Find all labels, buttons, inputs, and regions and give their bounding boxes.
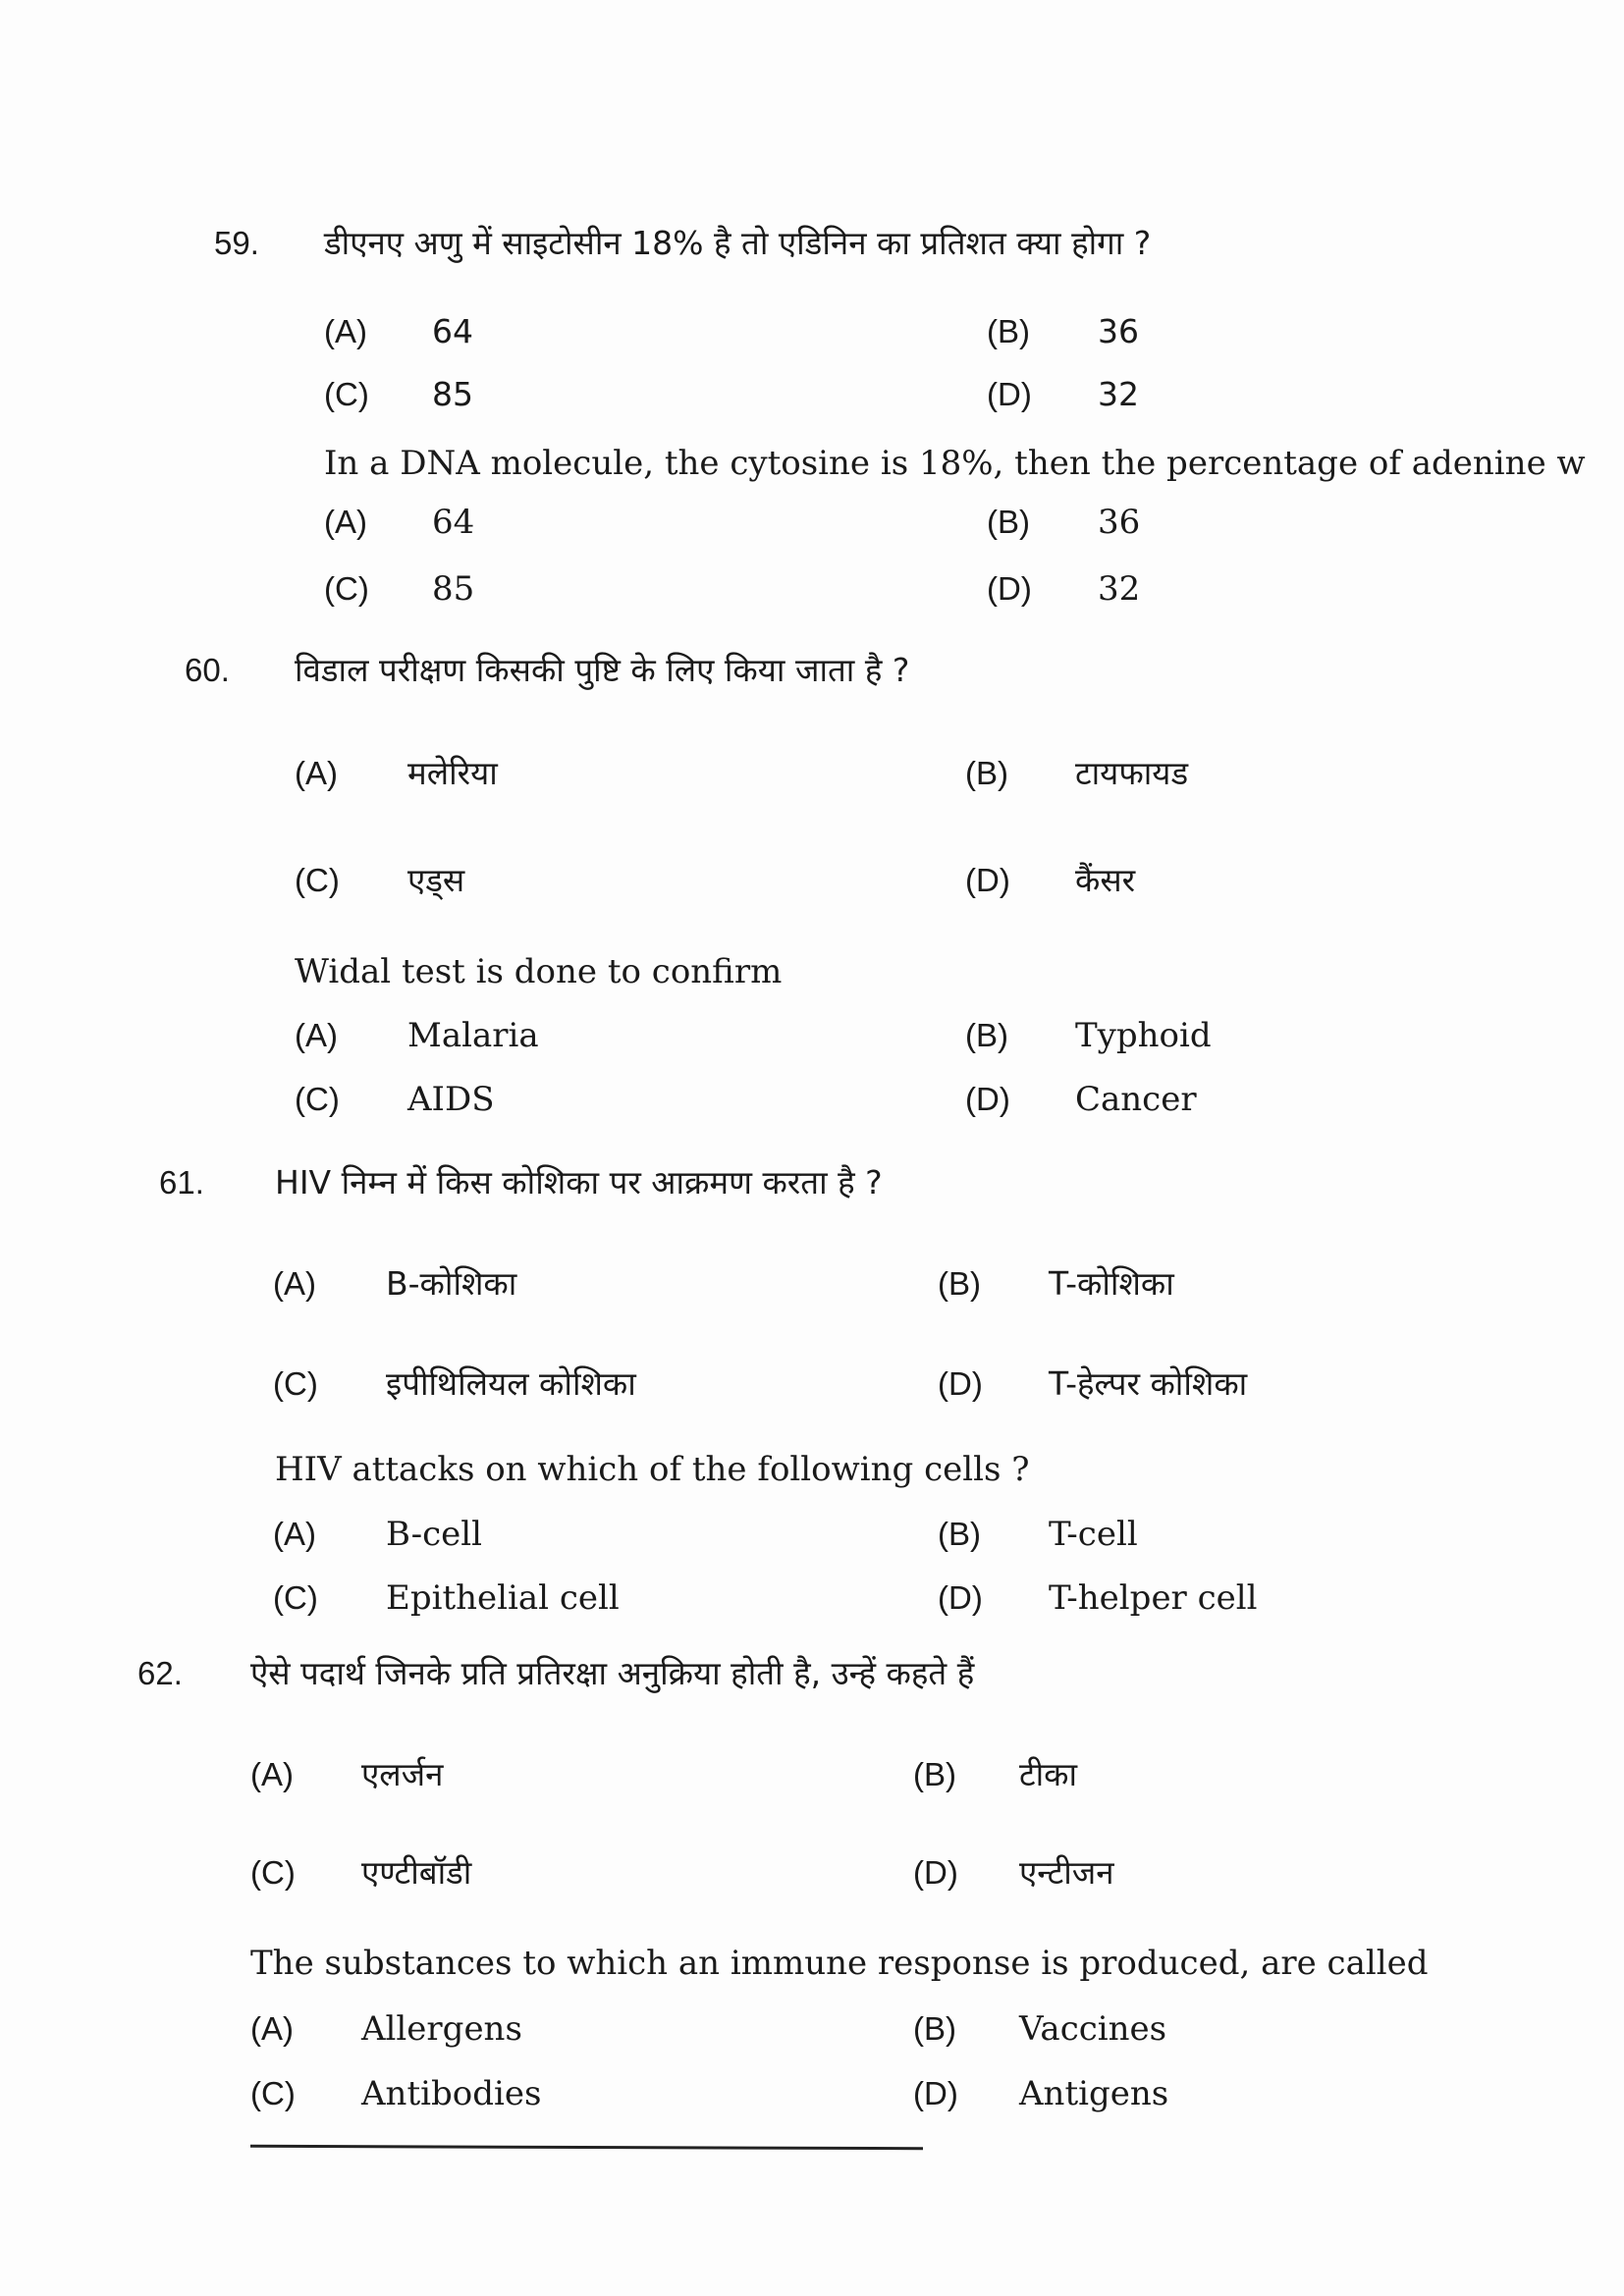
option-label: (A) <box>324 504 367 540</box>
question-text-english: Widal test is done to confirm <box>295 952 783 991</box>
option-label: (A) <box>295 1017 338 1053</box>
option-label: (C) <box>250 2075 296 2111</box>
option-text: B-कोशिका <box>386 1264 517 1303</box>
option-text: Allergens <box>361 2009 522 2049</box>
question-text-english: In a DNA molecule, the cytosine is 18%, then the percentage of adenine w <box>324 444 1586 483</box>
option-text: 36 <box>1098 503 1141 542</box>
option-label: (A) <box>273 1516 316 1552</box>
option-label: (B) <box>965 1017 1008 1053</box>
option-text: T-cell <box>1049 1515 1138 1554</box>
option-label: (A) <box>250 2010 294 2047</box>
option-label: (B) <box>965 755 1008 791</box>
option-text: Cancer <box>1075 1080 1197 1119</box>
option-text: एण्टीबॉडी <box>361 1853 472 1892</box>
option-label: (B) <box>987 313 1030 349</box>
option-label: (D) <box>965 862 1010 898</box>
option-text: इपीथिलियल कोशिका <box>386 1364 636 1403</box>
option-text: एड्स <box>407 861 465 899</box>
option-label: (D) <box>913 2075 958 2111</box>
option-label: (C) <box>295 862 340 898</box>
option-text: 64 <box>432 503 475 542</box>
option-label: (D) <box>938 1579 983 1616</box>
option-label: (A) <box>273 1265 316 1302</box>
option-label: (B) <box>938 1516 981 1552</box>
end-rule <box>250 2145 923 2150</box>
option-text: 32 <box>1098 569 1141 609</box>
question-number: 60. <box>185 652 230 688</box>
option-text: 32 <box>1098 375 1139 413</box>
option-text: Antibodies <box>361 2074 542 2113</box>
option-text: B-cell <box>386 1515 483 1554</box>
option-text: मलेरिया <box>407 754 498 792</box>
option-text: 85 <box>432 569 475 609</box>
option-label: (C) <box>273 1365 318 1402</box>
option-text: Malaria <box>407 1016 539 1055</box>
option-label: (B) <box>913 1756 956 1792</box>
question-text-english: The substances to which an immune response is produced, are called <box>250 1944 1429 1983</box>
option-label: (C) <box>324 376 369 412</box>
question-number: 62. <box>137 1655 183 1691</box>
option-text: टीका <box>1019 1755 1078 1793</box>
option-text: Typhoid <box>1075 1016 1212 1055</box>
option-text: 36 <box>1098 312 1139 350</box>
option-label: (B) <box>913 2010 956 2047</box>
option-text: T-हेल्पर कोशिका <box>1049 1364 1248 1403</box>
option-label: (A) <box>250 1756 294 1792</box>
option-label: (C) <box>273 1579 318 1616</box>
option-text: Vaccines <box>1019 2009 1167 2049</box>
question-number: 61. <box>159 1164 204 1201</box>
option-text: Antigens <box>1019 2074 1169 2113</box>
option-text: कैंसर <box>1075 861 1136 899</box>
option-text: एन्टीजन <box>1019 1853 1114 1892</box>
option-text: 64 <box>432 312 473 350</box>
option-text: टायफायड <box>1075 754 1189 792</box>
option-label: (B) <box>938 1265 981 1302</box>
question-text-hindi: विडाल परीक्षण किसकी पुष्टि के लिए किया जाता है ? <box>295 651 910 689</box>
option-text: एलर्जन <box>361 1755 444 1793</box>
option-label: (B) <box>987 504 1030 540</box>
option-label: (C) <box>295 1081 340 1117</box>
option-label: (D) <box>965 1081 1010 1117</box>
option-label: (C) <box>324 570 369 607</box>
question-text-hindi: डीएनए अणु में साइटोसीन 18% है तो एडिनिन का प्रतिशत क्या होगा ? <box>324 224 1152 262</box>
question-text-english: HIV attacks on which of the following cells ? <box>275 1450 1030 1489</box>
question-text-hindi: HIV निम्न में किस कोशिका पर आक्रमण करता है ? <box>275 1163 883 1201</box>
question-number: 59. <box>214 225 259 261</box>
option-label: (D) <box>987 376 1032 412</box>
question-text-hindi: ऐसे पदार्थ जिनके प्रति प्रतिरक्षा अनुक्रिया होती है, उन्हें कहते हैं <box>250 1654 975 1692</box>
option-label: (D) <box>987 570 1032 607</box>
option-label: (C) <box>250 1854 296 1891</box>
option-text: Epithelial cell <box>386 1578 620 1618</box>
option-text: AIDS <box>407 1080 495 1119</box>
option-label: (D) <box>913 1854 958 1891</box>
option-label: (A) <box>295 755 338 791</box>
option-label: (A) <box>324 313 367 349</box>
option-text: T-helper cell <box>1049 1578 1258 1618</box>
option-label: (D) <box>938 1365 983 1402</box>
option-text: 85 <box>432 375 473 413</box>
option-text: T-कोशिका <box>1049 1264 1174 1303</box>
